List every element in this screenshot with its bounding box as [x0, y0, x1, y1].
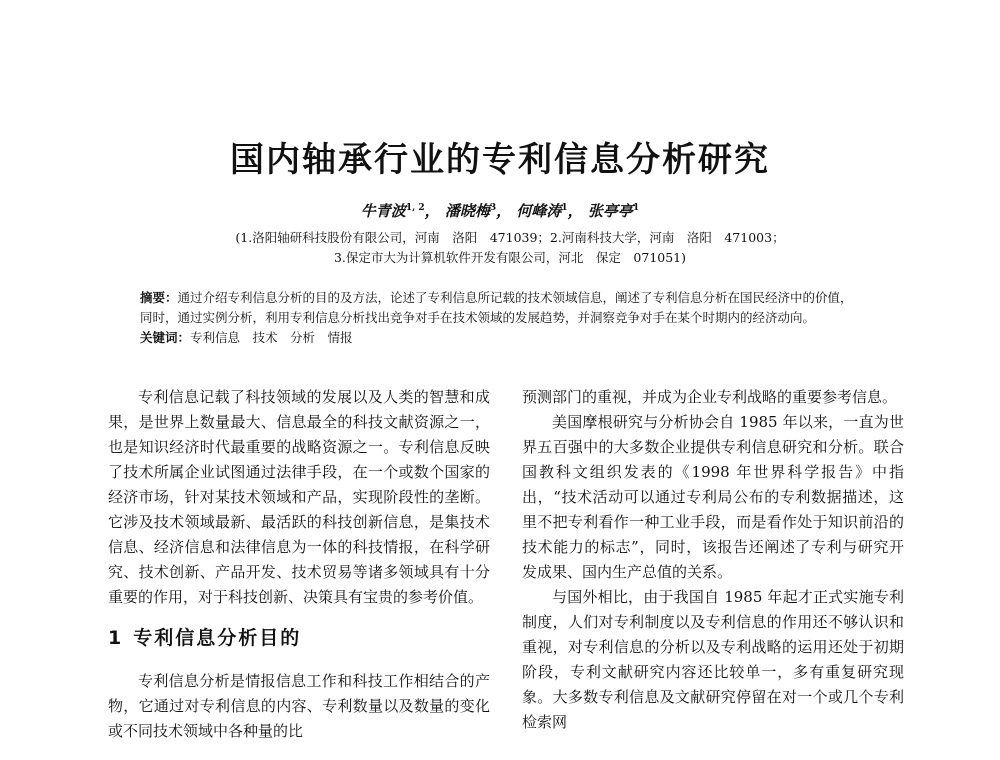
author-affiliation-marker: 3 — [489, 203, 497, 213]
abstract-text: 通过介绍专利信息分析的目的及方法，论述了专利信息所记载的技术领域信息，阐述了专利信息分析在国民经济中的价值，同时，通过实例分析，利用专利信息分析找出竞争对手在技术领域的发展趋势，并洞察竞争对手在某个时期内的经济动向。 — [140, 290, 853, 325]
author-separator: ， — [496, 202, 512, 220]
author-affiliation-marker: 1 — [632, 203, 640, 213]
author-affiliation-marker: 1, 2 — [405, 203, 425, 213]
body-column-left — [108, 385, 490, 744]
section-title: 专利信息分析目的 — [133, 627, 302, 649]
abstract-label: 摘要： — [140, 290, 178, 305]
author-name: 何峰涛 — [516, 202, 562, 220]
section-number: 1 — [108, 627, 124, 649]
author-separator: ， — [567, 202, 583, 220]
abstract-block — [140, 288, 860, 348]
paper-title: 国内轴承行业的专利信息分析研究 — [230, 140, 770, 180]
body-paragraph: 专利信息记载了科技领域的发展以及人类的智慧和成果，是世界上数量最大、信息最全的科技文献资源之一，也是知识经济时代最重要的战略资源之一。专利信息反映了技术所属企业试图通过法律手段，在一个或数个国家的经济市场，针对某技术领域和产品，实现阶段性的垄断。它涉及技术领域最新、最活跃的科技创新信息，是集技术信息、经济信息和法律信息为一体的科技情报，在科学研究、技术创新、产品开发、技术贸易等诸多领域具有十分重要的作用，对于科技创新、决策具有宝贵的参考价值。 — [108, 388, 490, 606]
affiliation-line-1: (1.洛阳轴研科技股份有限公司，河南 洛阳 471039；2.河南科技大学，河南 洛阳 471003； — [235, 230, 785, 245]
author-separator: ， — [424, 202, 440, 220]
author-list — [0, 200, 1000, 221]
section-heading — [108, 626, 490, 651]
abstract — [140, 288, 860, 328]
author-name: 潘晓梅 — [444, 202, 490, 220]
author-affiliation-marker: 1 — [561, 203, 568, 213]
keywords — [140, 328, 860, 348]
body-column-right — [522, 385, 904, 735]
body-paragraph: 专利信息分析是情报信息工作和科技工作相结合的产物，它通过对专利信息的内容、专利数量以及数量的变化或不同技术领域中各种量的比 — [108, 672, 490, 740]
body-paragraph: 预测部门的重视，并成为企业专利战略的重要参考信息。 — [522, 388, 898, 406]
body-paragraph: 美国摩根研究与分析协会自 1985 年以来，一直为世界五百强中的大多数企业提供专利信息研究和分析。联合国教科文组织发表的《1998 年世界科学报告》中指出，“技术活动可以通过专利局公布的专利数据描述，这里不把专利看作一种工业手段，而是看作处于知识前沿的技术能力的标志”，同时，该报告还阐述了专利与研究开发成果、国内生产总值的关系。 — [522, 413, 904, 581]
keywords-text: 专利信息 技术 分析 情报 — [190, 330, 353, 345]
author-name: 张亭亭 — [587, 202, 633, 220]
author-name: 牛青波 — [360, 202, 406, 220]
body-paragraph: 与国外相比，由于我国自 1985 年起才正式实施专利制度，人们对专利制度以及专利信息的作用还不够认识和重视，对专利信息的分析以及专利战略的运用还处于初期阶段，专利文献研究内容还比较单一，多有重复研究现象。大多数专利信息及文献研究停留在对一个或几个专利检索网 — [522, 588, 904, 731]
affiliation-line-2: 3.保定市大为计算机软件开发有限公司，河北 保定 071051) — [333, 250, 687, 265]
keywords-label: 关键词： — [140, 330, 191, 345]
